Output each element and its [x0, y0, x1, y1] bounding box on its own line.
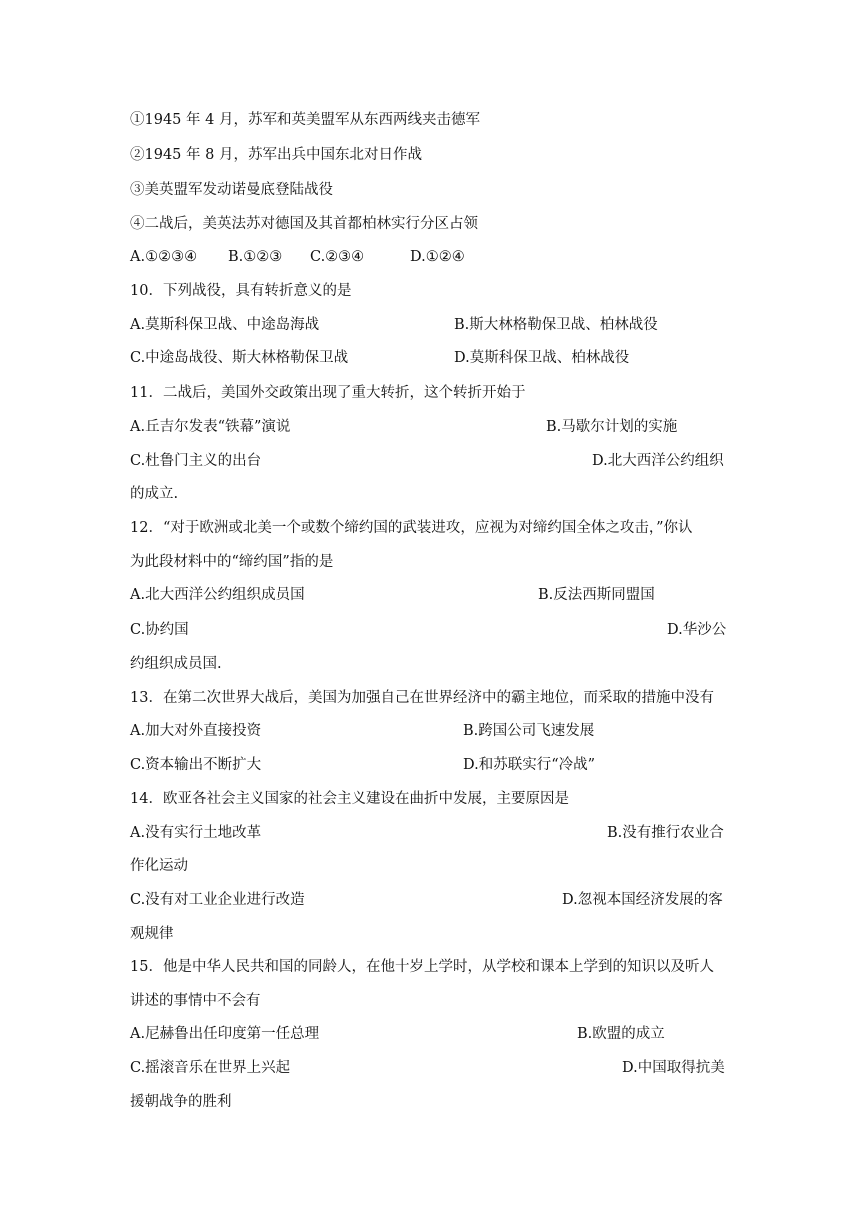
q15-stem-line-1: 15．他是中华人民共和国的同龄人，在他十岁上学时，从学校和课本上学到的知识以及听人 — [130, 959, 714, 975]
q13-stem: 13．在第二次世界大战后，美国为加强自己在世界经济中的霸主地位，而采取的措施中没有 — [130, 690, 714, 706]
q11-option-d: D.北大西洋公约组织 — [592, 453, 724, 469]
q14-option-b-continued: 作化运动 — [130, 858, 188, 874]
q10-option-c: C.中途岛战役、斯大林格勒保卫战 — [130, 350, 349, 366]
q9-item-1: ①1945 年 4 月，苏军和英美盟军从东西两线夹击德军 — [130, 112, 480, 128]
q13-row-2 — [130, 753, 730, 777]
q13-option-d: D.和苏联实行“冷战” — [463, 757, 596, 773]
q9-option-c: C.②③④ — [310, 249, 365, 265]
q12-row-1 — [130, 583, 730, 607]
q10-row-2 — [130, 346, 730, 370]
q12-row-2 — [130, 618, 730, 642]
q13-option-a: A.加大对外直接投资 — [130, 723, 262, 739]
q12-stem-line-2: 为此段材料中的“缔约国”指的是 — [130, 554, 334, 570]
q15-row-2 — [130, 1056, 730, 1080]
q9-item-2: ②1945 年 8 月，苏军出兵中国东北对日作战 — [130, 147, 422, 163]
q14-row-2 — [130, 888, 730, 912]
q14-option-b: B.没有推行农业合 — [607, 825, 724, 841]
q14-option-d-continued: 观规律 — [130, 926, 174, 942]
q11-option-a: A.丘吉尔发表“铁幕”演说 — [130, 419, 291, 435]
q9-options — [130, 245, 730, 269]
q14-option-d: D.忽视本国经济发展的客 — [562, 892, 723, 908]
q13-row-1 — [130, 719, 730, 743]
q9-option-b: B.①②③ — [228, 249, 283, 265]
q11-row-2 — [130, 449, 730, 473]
q13-option-c: C.资本输出不断扩大 — [130, 757, 262, 773]
q11-option-b: B.马歇尔计划的实施 — [546, 419, 678, 435]
q15-option-b: B.欧盟的成立 — [577, 1026, 665, 1042]
q13-option-b: B.跨国公司飞速发展 — [463, 723, 595, 739]
q15-row-1 — [130, 1022, 730, 1046]
q15-stem-line-2: 讲述的事情中不会有 — [130, 993, 261, 1009]
q12-option-d: D.华沙公 — [667, 622, 727, 638]
q14-option-a: A.没有实行土地改革 — [130, 825, 262, 841]
q10-option-d: D.莫斯科保卫战、柏林战役 — [454, 350, 630, 366]
q10-stem: 10．下列战役，具有转折意义的是 — [130, 283, 352, 299]
q14-option-c: C.没有对工业企业进行改造 — [130, 892, 305, 908]
q15-option-c: C.摇滚音乐在世界上兴起 — [130, 1060, 291, 1076]
q12-option-a: A.北大西洋公约组织成员国 — [130, 587, 305, 603]
q10-option-b: B.斯大林格勒保卫战、柏林战役 — [454, 317, 658, 333]
q15-option-a: A.尼赫鲁出任印度第一任总理 — [130, 1026, 320, 1042]
q14-row-1 — [130, 821, 730, 845]
q15-option-d-continued: 援朝战争的胜利 — [130, 1094, 232, 1110]
q15-option-d: D.中国取得抗美 — [622, 1060, 725, 1076]
q10-row-1 — [130, 313, 730, 337]
q11-row-1 — [130, 415, 730, 439]
q12-option-b: B.反法西斯同盟国 — [538, 587, 655, 603]
q9-item-3: ③美英盟军发动诺曼底登陆战役 — [130, 182, 333, 198]
q9-option-a: A.①②③④ — [130, 249, 198, 265]
q11-option-c: C.杜鲁门主义的出台 — [130, 453, 262, 469]
q10-option-a: A.莫斯科保卫战、中途岛海战 — [130, 317, 320, 333]
q12-option-c: C.协约国 — [130, 622, 189, 638]
q9-option-d: D.①②④ — [410, 249, 465, 265]
q14-stem: 14．欧亚各社会主义国家的社会主义建设在曲折中发展，主要原因是 — [130, 791, 569, 807]
q12-stem-line-1: 12．“对于欧洲或北美一个或数个缔约国的武装进攻，应视为对缔约国全体之攻击，”你认 — [130, 520, 693, 536]
q9-item-4: ④二战后，美英法苏对德国及其首都柏林实行分区占领 — [130, 216, 478, 232]
q11-stem: 11．二战后，美国外交政策出现了重大转折，这个转折开始于 — [130, 385, 526, 401]
q12-option-d-continued: 约组织成员国. — [130, 656, 222, 672]
q11-option-d-continued: 的成立. — [130, 486, 179, 502]
